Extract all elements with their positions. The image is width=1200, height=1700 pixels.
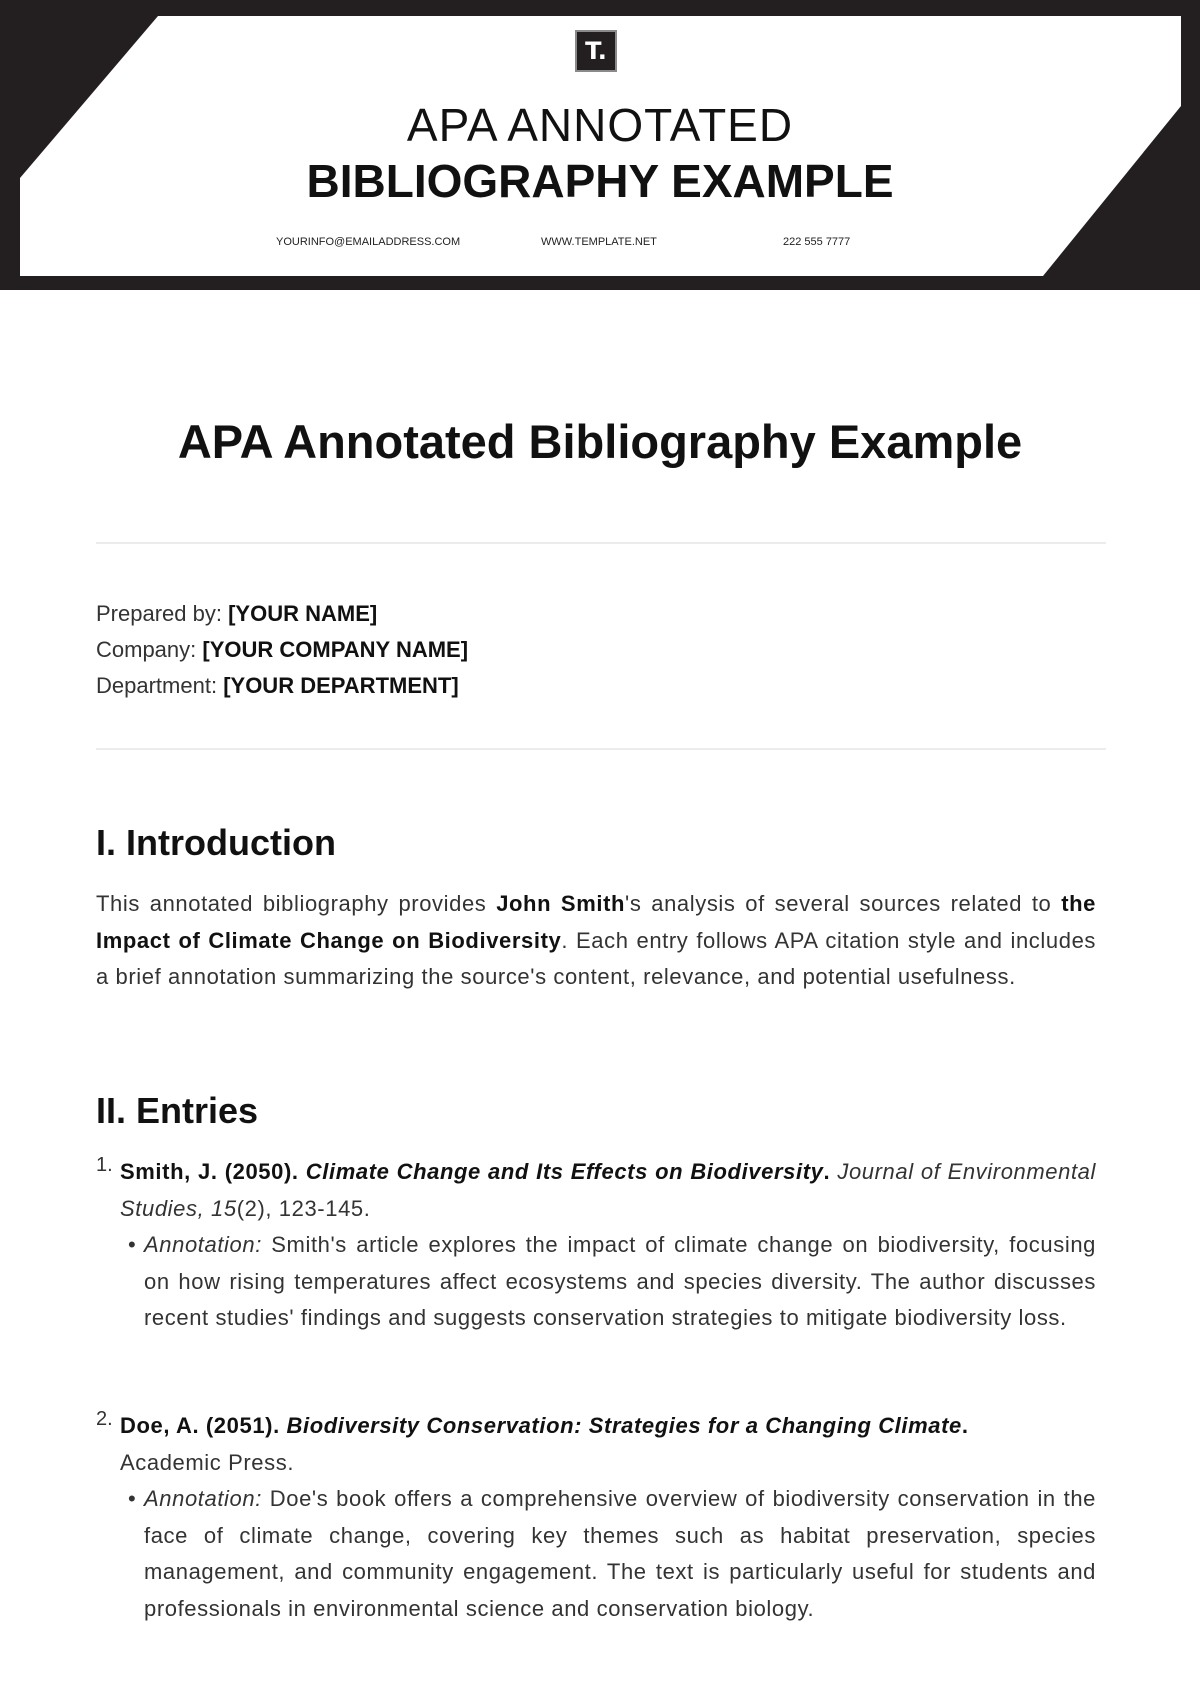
bullet-icon: • (128, 1486, 137, 1511)
banner-title-line-1: APA ANNOTATED (406, 99, 794, 151)
entry-title: Biodiversity Conservation: Strategies for a Changing Climate (286, 1413, 962, 1438)
entries-heading: II. Entries (96, 1090, 259, 1131)
introduction-heading: I. Introduction (96, 822, 336, 863)
intro-name: John Smith (496, 891, 626, 916)
entry-author-year: Smith, J. (2050). (120, 1159, 299, 1184)
divider (96, 542, 1106, 544)
entry-annotation (128, 1227, 1096, 1337)
contact-website[interactable]: WWW.TEMPLATE.NET (541, 236, 657, 248)
intro-text-2: 's analysis of several sources related to (625, 891, 1062, 916)
contact-phone: 222 555 7777 (783, 236, 851, 248)
entry-title: Climate Change and Its Effects on Biodiversity (305, 1159, 824, 1184)
entry-title-end: . (823, 1159, 831, 1184)
introduction-paragraph (96, 886, 1096, 996)
intro-text-3: . Each entry follows APA citation style and includes a brief annotation summarizing the source's content, relevance, and potential usefulness. (96, 927, 1097, 989)
company-row (96, 632, 468, 668)
department-label: Department: (96, 673, 218, 698)
page-title: APA Annotated Bibliography Example (177, 415, 1023, 468)
intro-text-1: This annotated bibliography provides (96, 891, 497, 916)
entry-item-2 (96, 1408, 1096, 1627)
company-value: [YOUR COMPANY NAME] (202, 637, 469, 662)
prepared-by-row (96, 596, 468, 632)
entry-details: (2), 123-145. (236, 1195, 371, 1221)
divider (96, 748, 1106, 750)
entry-number: 2. (96, 1408, 113, 1430)
intro-topic: the Impact of Climate Change on Biodiversity (96, 891, 1096, 953)
contact-email[interactable]: YOURINFO@EMAILADDRESS.COM (276, 236, 461, 248)
entry-author-year: Doe, A. (2051). (120, 1413, 280, 1438)
document-meta (96, 596, 468, 704)
prepared-by-label: Prepared by: (96, 601, 222, 626)
entry-citation (120, 1154, 1096, 1227)
entry-number: 1. (96, 1154, 113, 1176)
entry-annotation (128, 1481, 1096, 1627)
annotation-label: Annotation: (144, 1486, 262, 1511)
prepared-by-value: [YOUR NAME] (228, 601, 378, 626)
department-row (96, 668, 468, 704)
banner-title-line-2: BIBLIOGRAPHY EXAMPLE (306, 155, 894, 207)
entry-title-end: . (961, 1413, 969, 1438)
entry-publisher: Academic Press. (120, 1449, 295, 1475)
entry-journal: Journal of Environmental Studies, 15 (120, 1159, 1096, 1221)
department-value: [YOUR DEPARTMENT] (223, 673, 459, 698)
logo-icon: T. (575, 30, 617, 72)
entry-item-1 (96, 1154, 1096, 1337)
bullet-icon: • (128, 1232, 137, 1257)
company-label: Company: (96, 637, 197, 662)
annotation-text: Smith's article explores the impact of climate change on biodiversity, focusing on how rising temperatures affect ecosystems and species diversity. The author discusses recent studies' findings and suggests conservation strategies to mitigate biodiversity loss. (144, 1232, 1096, 1330)
entry-citation (120, 1408, 1096, 1481)
annotation-label: Annotation: (144, 1232, 262, 1257)
annotation-text: Doe's book offers a comprehensive overview of biodiversity conservation in the face of climate change, covering key themes such as habitat preservation, species management, and community engagement. The text is particularly useful for students and professionals in environmental science and conservation biology. (144, 1486, 1096, 1621)
header-banner (0, 0, 1200, 290)
